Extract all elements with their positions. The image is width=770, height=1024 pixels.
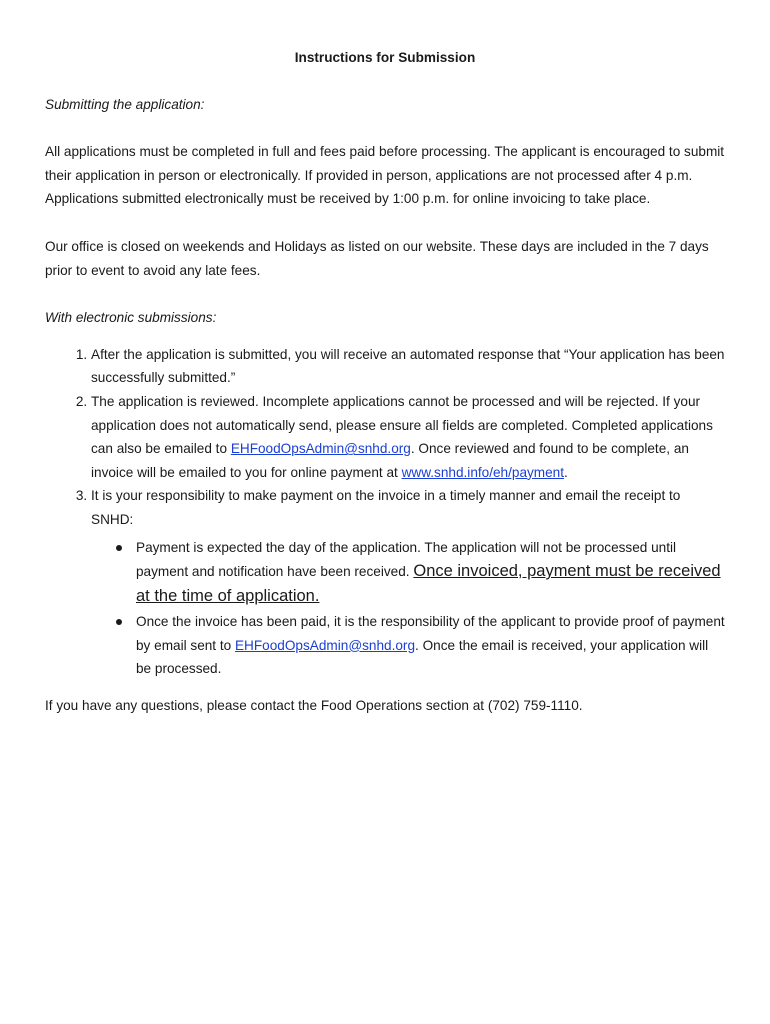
page-title: Instructions for Submission [294,50,476,65]
section-heading-submitting: Submitting the application: [45,96,205,112]
footer-contact: If you have any questions, please contact the Food Operations section at (702) 759-1110. [45,697,583,713]
paragraph-office-closed: Our office is closed on weekends and Holidays as listed on our website. These days are included in the 7 days prior to event to avoid any late fees. [45,238,709,278]
step-2-text-c: . [564,464,568,480]
document-page [45,46,725,717]
bullet-1-emphasis: Once invoiced, payment must be received at the time of application. [136,562,721,606]
email-link[interactable]: EHFoodOpsAdmin@snhd.org [234,637,416,653]
paragraph-requirements: All applications must be completed in full and fees paid before processing. The applicant is encouraged to submit their application in person or electronically. If provided in person, applications are not processed after 4 p.m. Applications submitted electronically must be received by 1:00 p.m. for online invoicing to take place. [45,144,725,207]
bullet-dot-icon [116,545,122,551]
steps-list [45,343,725,681]
step-3-text: It is your responsibility to make payment on the invoice in a timely manner and email the receipt to SNHD: [91,488,681,527]
step-2-text-a: The application is reviewed. Incomplete applications cannot be processed and will be rejected. If your application does not automatically send, please ensure all fields are completed. Completed applications can also be emailed to [91,393,713,457]
bullet-list [91,536,725,681]
bullet-item-proof [136,610,725,681]
section-heading-electronic: With electronic submissions: [45,310,217,326]
bullet-1-text: Payment is expected the day of the application. The application will not be processed until payment and notification have been received. [136,539,677,580]
step-2 [91,390,725,484]
step-1 [91,343,725,390]
step-2-text-b: . Once reviewed and found to be complete, an invoice will be emailed to you for online payment at [91,441,689,480]
email-link[interactable]: EHFoodOpsAdmin@snhd.org [230,441,411,457]
bullet-2-text-a: Once the invoice has been paid, it is the responsibility of the applicant to provide proof of payment by email sent to [136,614,725,653]
payment-link[interactable]: www.snhd.info/eh/payment [401,464,565,480]
bullet-item-payment [136,536,725,610]
bullet-2-text-b: . Once the email is received, your application will be processed. [136,637,709,677]
bullet-dot-icon [116,619,122,625]
step-1-text: After the application is submitted, you will receive an automated response that “Your application has been successfully submitted.” [91,346,725,386]
step-3 [91,484,725,681]
